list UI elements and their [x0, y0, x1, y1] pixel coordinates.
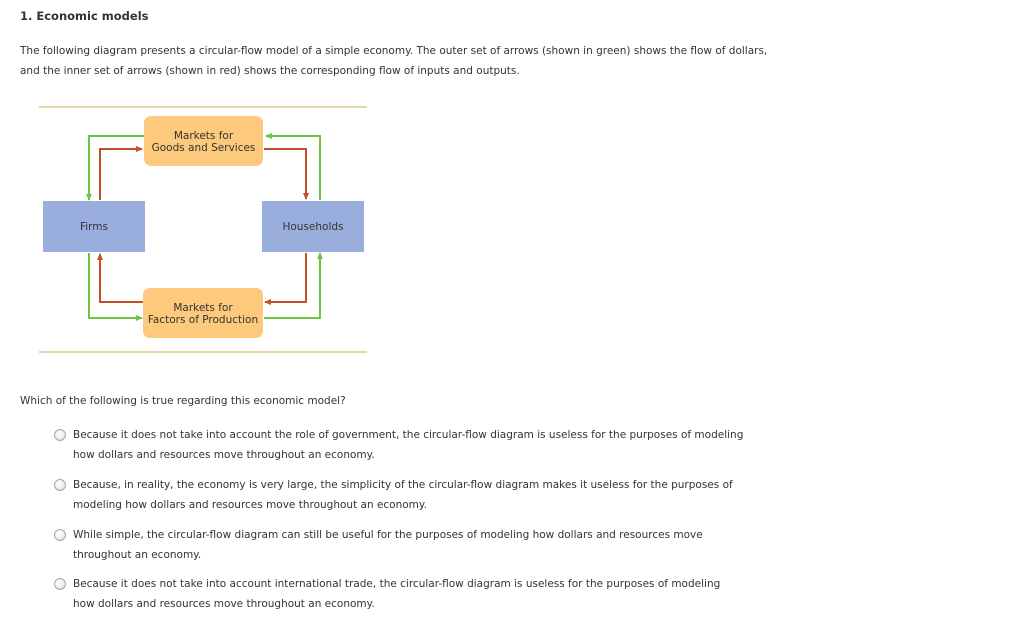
- goods-market-label-line1: Markets for: [173, 130, 234, 142]
- diagram-bottom-rule: [39, 351, 367, 353]
- factors-market-label-line1: Markets for: [173, 302, 233, 314]
- radio-button-icon[interactable]: [54, 479, 66, 491]
- answer-option-text: While simple, the circular-flow diagram can still be useful for the purposes of modeling how dollars and resources move throughout an economy.: [73, 529, 703, 561]
- factors-market-label-line2: Factors of Production: [147, 314, 259, 326]
- radio-button-icon[interactable]: [54, 429, 66, 441]
- green-flow-factors-to-households: [264, 253, 320, 318]
- answer-option-2[interactable]: [54, 475, 744, 515]
- red-flow-firms-to-goods: [100, 149, 142, 200]
- answer-option-4[interactable]: [54, 574, 744, 614]
- households-label: Households: [282, 221, 344, 233]
- green-flow-households-to-goods: [266, 136, 320, 200]
- answer-option-text: Because it does not take into account international trade, the circular-flow diagram is useless for the purposes of modeling how dollars and resources move throughout an economy.: [73, 578, 721, 610]
- goods-market-label-line2: Goods and Services: [151, 142, 256, 154]
- question-prompt: Which of the following is true regarding this economic model?: [20, 395, 346, 407]
- answer-option-text: Because, in reality, the economy is very large, the simplicity of the circular-flow diagram makes it useless for the purposes of modeling how dollars and resources move throughout an economy.: [73, 479, 733, 511]
- diagram-top-rule: [39, 106, 367, 108]
- red-flow-goods-to-households: [264, 149, 306, 199]
- answer-option-text: Because it does not take into account the role of government, the circular-flow diagram is useless for the purposes of modeling how dollars and resources move throughout an economy.: [73, 429, 744, 461]
- green-flow-goods-to-firms: [89, 136, 144, 200]
- red-flow-factors-to-firms: [100, 254, 144, 302]
- red-flow-households-to-factors: [265, 253, 306, 302]
- firms-label: Firms: [79, 221, 109, 233]
- intro-text: The following diagram presents a circular-flow model of a simple economy. The outer set of arrows (shown in green) shows the flow of dollars, and the inner set of arrows (shown in red) shows the corresponding flow of inputs and outputs.: [20, 45, 768, 77]
- answer-option-3[interactable]: [54, 525, 744, 565]
- question-title: 1. Economic models: [20, 9, 149, 23]
- radio-button-icon[interactable]: [54, 578, 66, 590]
- green-flow-firms-to-factors: [89, 253, 142, 318]
- radio-button-icon[interactable]: [54, 529, 66, 541]
- answer-option-1[interactable]: [54, 425, 744, 465]
